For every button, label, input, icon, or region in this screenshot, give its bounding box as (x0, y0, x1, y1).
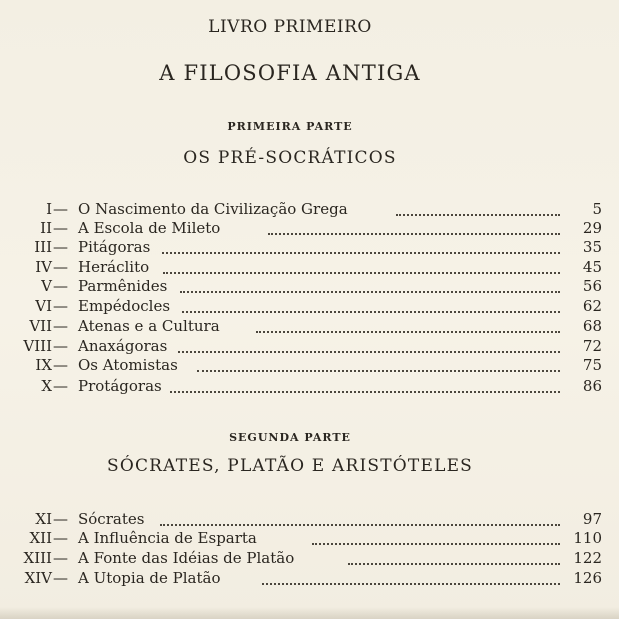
page-number: 97 (582, 510, 602, 528)
toc-entry[interactable] (0, 528, 602, 548)
chapter-title: Parmênides (78, 277, 168, 295)
page-number: 29 (582, 219, 602, 237)
page-number: 110 (573, 529, 602, 547)
dot-leader (162, 250, 560, 254)
toc-entry[interactable] (0, 336, 602, 356)
separator-dash: — (53, 569, 68, 587)
part-one-title: OS PRÉ-SOCRÁTICOS (183, 148, 397, 168)
main-title: A FILOSOFIA ANTIGA (159, 61, 421, 85)
page-number: 122 (573, 549, 602, 567)
separator-dash: — (53, 356, 68, 374)
chapter-number: XI (35, 510, 52, 528)
chapter-number: VIII (23, 337, 52, 355)
dot-leader (197, 368, 560, 372)
separator-dash: — (53, 277, 68, 295)
chapter-number: X (41, 377, 52, 395)
separator-dash: — (53, 258, 68, 276)
chapter-title: A Fonte das Idéias de Platão (78, 549, 295, 567)
toc-entry[interactable] (0, 199, 602, 219)
chapter-title: A Escola de Mileto (78, 219, 221, 237)
chapter-number: XIV (24, 569, 52, 587)
toc-entry[interactable] (0, 376, 602, 396)
separator-dash: — (53, 337, 68, 355)
dot-leader (182, 309, 560, 313)
toc-entry[interactable] (0, 316, 602, 336)
part-one-label: PRIMEIRA PARTE (227, 120, 353, 133)
page-number: 35 (582, 238, 602, 256)
separator-dash: — (53, 377, 68, 395)
chapter-title: Sócrates (78, 510, 145, 528)
dot-leader (312, 541, 560, 545)
toc-entry[interactable] (0, 296, 602, 316)
chapter-number: XII (29, 529, 52, 547)
chapter-number: IX (35, 356, 52, 374)
dot-leader (178, 349, 560, 353)
dot-leader (268, 231, 560, 235)
page-bottom-edge (0, 607, 619, 619)
dot-leader (348, 561, 560, 565)
toc-entry[interactable] (0, 218, 602, 238)
page-number: 75 (582, 356, 602, 374)
part-two-title: SÓCRATES, PLATÃO E ARISTÓTELES (106, 456, 474, 476)
page-number: 5 (592, 200, 602, 218)
chapter-title: O Nascimento da Civilização Grega (78, 200, 348, 218)
dot-leader (170, 389, 560, 393)
page-number: 62 (582, 297, 602, 315)
toc-entry[interactable] (0, 257, 602, 277)
separator-dash: — (53, 297, 68, 315)
chapter-number: VI (35, 297, 52, 315)
part-two-label: SEGUNDA PARTE (229, 431, 351, 444)
book-title: LIVRO PRIMEIRO (208, 17, 372, 37)
dot-leader (396, 212, 560, 216)
separator-dash: — (53, 510, 68, 528)
chapter-number: IV (35, 258, 52, 276)
separator-dash: — (53, 200, 68, 218)
toc-entry[interactable] (0, 568, 602, 588)
separator-dash: — (53, 219, 68, 237)
separator-dash: — (53, 549, 68, 567)
dot-leader (180, 289, 560, 293)
toc-entry[interactable] (0, 355, 602, 375)
chapter-number: I (46, 200, 52, 218)
dot-leader (163, 270, 560, 274)
chapter-title: Os Atomistas (78, 356, 178, 374)
page-number: 56 (582, 277, 602, 295)
separator-dash: — (53, 529, 68, 547)
chapter-number: VII (29, 317, 52, 335)
chapter-title: A Influência de Esparta (78, 529, 257, 547)
chapter-title: Empédocles (78, 297, 171, 315)
chapter-number: II (40, 219, 52, 237)
toc-entry[interactable] (0, 509, 602, 529)
page-number: 68 (582, 317, 602, 335)
dot-leader (160, 522, 560, 526)
toc-entry[interactable] (0, 276, 602, 296)
toc-entry[interactable] (0, 548, 602, 568)
chapter-title: Heráclito (78, 258, 150, 276)
separator-dash: — (53, 317, 68, 335)
chapter-title: Atenas e a Cultura (78, 317, 220, 335)
separator-dash: — (53, 238, 68, 256)
chapter-title: Protágoras (78, 377, 162, 395)
chapter-title: A Utopia de Platão (78, 569, 221, 587)
page-number: 72 (582, 337, 602, 355)
dot-leader (262, 581, 560, 585)
page-number: 126 (573, 569, 602, 587)
chapter-title: Pitágoras (78, 238, 151, 256)
chapter-number: III (34, 238, 52, 256)
toc-entry[interactable] (0, 237, 602, 257)
page-number: 86 (582, 377, 602, 395)
chapter-number: V (41, 277, 52, 295)
chapter-number: XIII (23, 549, 52, 567)
dot-leader (256, 329, 560, 333)
page-number: 45 (582, 258, 602, 276)
chapter-title: Anaxágoras (78, 337, 168, 355)
